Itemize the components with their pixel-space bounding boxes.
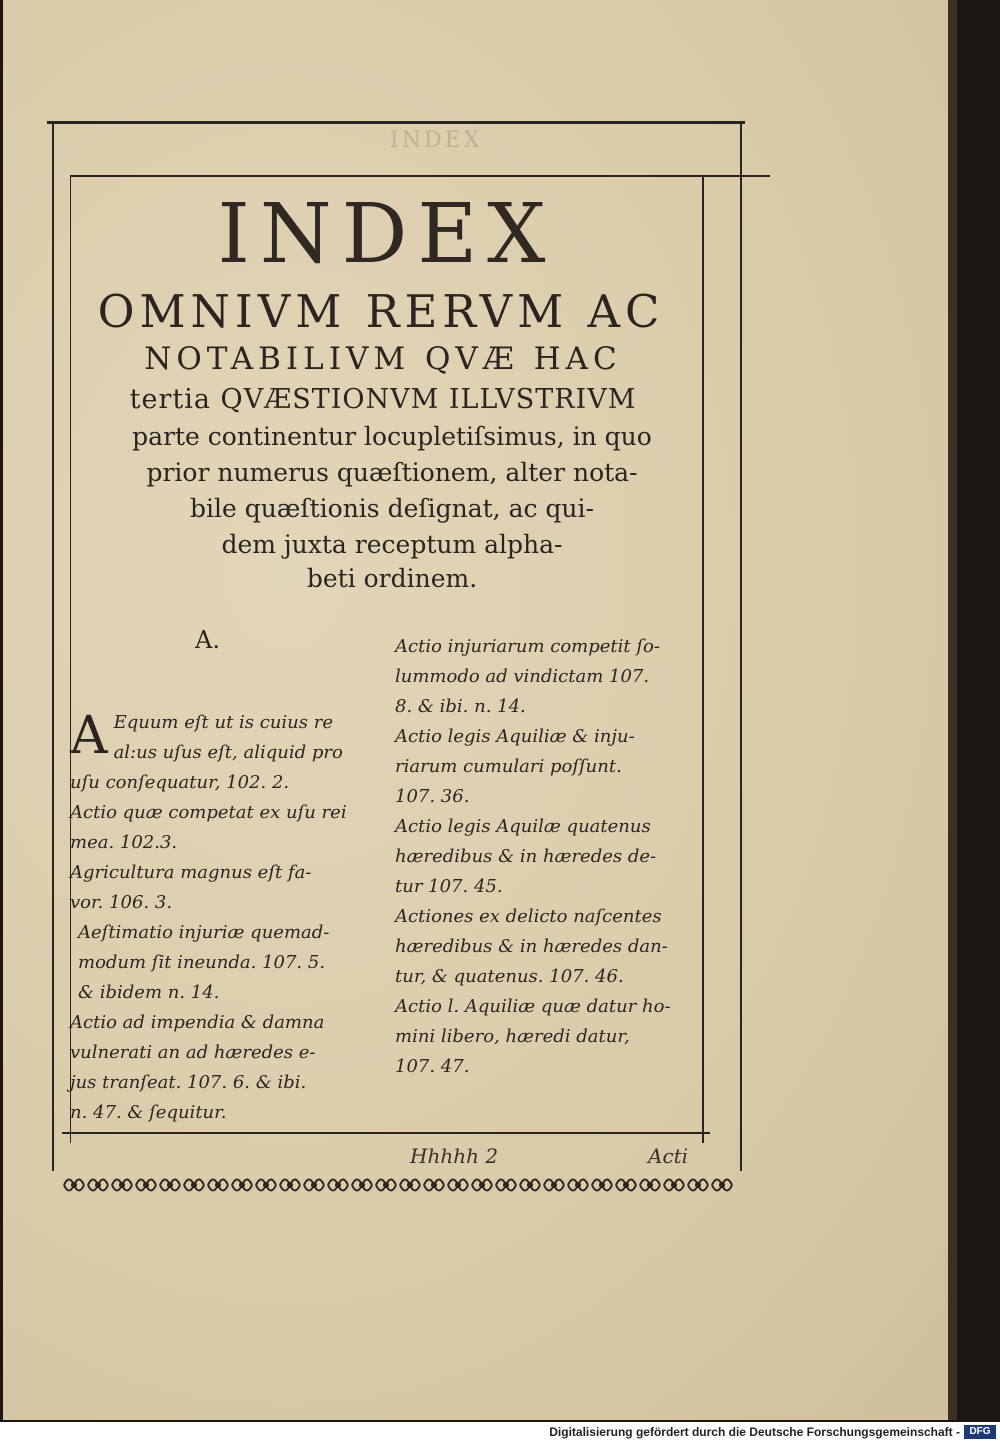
ornament-scroll: [520, 1180, 540, 1191]
outer-frame-right-rule: [740, 121, 742, 1171]
ornament-scroll: [64, 1180, 84, 1191]
ornament-scroll: [136, 1180, 156, 1191]
index-right-column: [395, 632, 700, 1082]
inner-frame-bottom-rule: [62, 1132, 710, 1134]
page-title: INDEX: [217, 187, 556, 282]
index-entry: Actio injuriarum competit ſo- lummodo ad vindictam 107. 8. & ibi. n. 14.: [395, 636, 660, 717]
inner-frame-top-rule: [70, 175, 770, 177]
ornament-scroll: [184, 1180, 204, 1191]
signature-mark: Hhhhh 2: [410, 1144, 499, 1168]
subtitle-line-2: NOTABILIVM QVÆ HAC: [144, 341, 622, 377]
index-entry: Actiones ex delicto naſcentes hæredibus & in hæredes dan- tur, & quatenus. 107. 46.: [395, 906, 668, 987]
index-entry: Actio legis Aquilæ quatenus hæredibus & in hæredes de- tur 107. 45.: [395, 816, 657, 897]
catchword: Acti: [648, 1144, 689, 1168]
index-entry: Actio quæ competat ex uſu rei mea. 102.3.: [70, 802, 347, 853]
drop-capital: A: [70, 706, 108, 766]
inner-frame-right-rule: [702, 175, 704, 1143]
ornament-scroll: [376, 1180, 396, 1191]
ornament-scroll: [448, 1180, 468, 1191]
outer-frame-left-rule: [52, 121, 54, 1171]
ornament-scroll: [304, 1180, 324, 1191]
index-entry-text: Equum eſt ut is cuius re al:us uſus eſt, aliquid pro uſu conſequatur, 102. 2.: [70, 712, 343, 793]
index-left-column: [70, 678, 380, 1128]
index-entry: Agricultura magnus eſt fa- vor. 106. 3.: [70, 862, 312, 913]
index-entry: [70, 678, 380, 798]
section-letter: A.: [195, 626, 220, 654]
outer-frame-top-rule: [47, 121, 745, 124]
index-entry: Actio ad impendia & damna vulnerati an ad hæredes e- jus tranſeat. 107. 6. & ibi. n. 47. & ſequitur.: [70, 1012, 325, 1123]
ornament-scroll: [232, 1180, 252, 1191]
ornament-scroll: [208, 1180, 228, 1191]
ornament-scroll: [400, 1180, 420, 1191]
ornament-scroll: [328, 1180, 348, 1191]
show-through-running-head: INDEX: [390, 128, 483, 153]
ornament-scroll: [592, 1180, 612, 1191]
index-entry: Actio legis Aquiliæ & inju- riarum cumulari poſſunt. 107. 36.: [395, 726, 635, 807]
subtitle-line-1: OMNIVM RERVM AC: [97, 285, 665, 338]
index-entry: Aeſtimatio injuriæ quemad- modum ſit ineunda. 107. 5. & ibidem n. 14.: [78, 922, 330, 1003]
intro-line: parte continentur locupletiſsimus, in quo: [132, 422, 652, 451]
intro-line: prior numerus quæſtionem, alter nota-: [146, 458, 638, 487]
subtitle-line-3: tertia QVÆSTIONVM ILLVSTRIVM: [129, 384, 637, 415]
ornament-scroll: [712, 1180, 732, 1191]
ornament-scroll: [688, 1180, 708, 1191]
page-edge: [948, 0, 957, 1420]
ornament-scroll: [616, 1180, 636, 1191]
ornament-scroll: [568, 1180, 588, 1191]
intro-line: beti ordinem.: [306, 564, 478, 593]
digitization-banner-text: Digitalisierung gefördert durch die Deutsche Forschungsgemeinschaft -: [549, 1425, 960, 1439]
ornamental-border: [62, 1170, 738, 1200]
intro-line: bile quæſtionis deſignat, ac qui-: [190, 494, 594, 523]
index-entry: Actio l. Aquiliæ quæ datur ho- mini libero, hæredi datur, 107. 47.: [395, 996, 671, 1077]
ornament-scroll: [352, 1180, 372, 1191]
ornament-scroll: [544, 1180, 564, 1191]
ornament-scroll: [256, 1180, 276, 1191]
ornament-scroll: [496, 1180, 516, 1191]
ornament-scroll: [88, 1180, 108, 1191]
intro-line: dem juxta receptum alpha-: [221, 530, 563, 559]
ornament-scroll: [112, 1180, 132, 1191]
ornament-scroll: [664, 1180, 684, 1191]
dfg-logo[interactable]: DFG: [964, 1425, 996, 1439]
ornament-scroll: [160, 1180, 180, 1191]
ornament-scroll: [280, 1180, 300, 1191]
ornament-scroll: [640, 1180, 660, 1191]
ornament-scroll: [472, 1180, 492, 1191]
ornament-scroll: [424, 1180, 444, 1191]
